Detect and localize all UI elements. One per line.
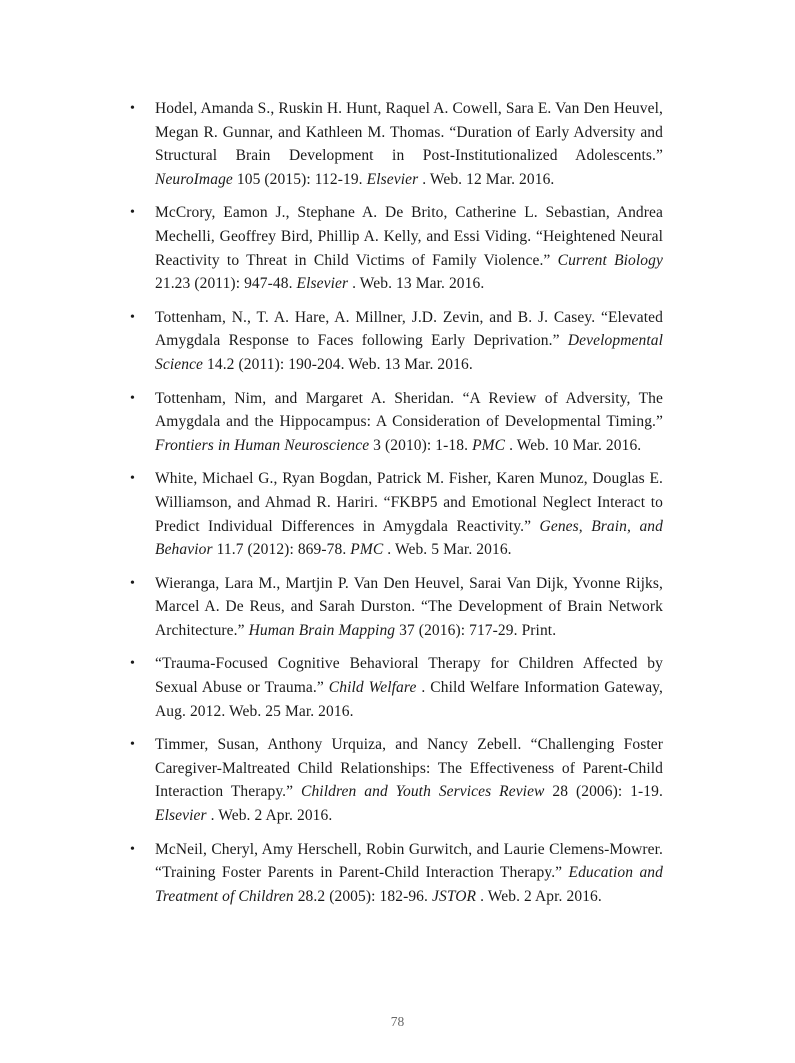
- citation-text: [155, 309, 663, 373]
- citation-segment-italic: Elsevier: [366, 170, 419, 188]
- citation-segment: 14.2 (2011): 190-204. Web. 13 Mar. 2016.: [203, 355, 473, 373]
- citation-segment-italic: Education and Treatment of Children: [155, 864, 663, 905]
- bullet-icon: •: [130, 390, 136, 406]
- citation-text: [155, 204, 663, 292]
- citation-segment: 11.7 (2012): 869-78.: [212, 541, 351, 559]
- page-number: 78: [390, 1014, 405, 1029]
- citation-segment: 21.23 (2011): 947-48.: [155, 275, 297, 293]
- citation-segment: Wieranga, Lara M., Martjin P. Van Den Heuvel, Sarai Van Dijk, Yvonne Rijks, Marcel A. De Reus, and Sarah Durston. “The Development of Brain Network Architecture.”: [155, 574, 663, 639]
- citation-item: [130, 838, 663, 909]
- citation-segment: 28.2 (2005): 182-96.: [293, 887, 432, 905]
- citation-segment-italic: Children and Youth Services Review: [301, 783, 545, 801]
- citation-segment-italic: Genes, Brain, and Behavior: [155, 517, 663, 559]
- citation-text: [155, 390, 663, 454]
- citation-segment-italic: NeuroImage: [155, 170, 233, 188]
- bullet-icon: •: [130, 309, 136, 325]
- citation-item: [130, 733, 663, 827]
- bullet-icon: •: [130, 737, 136, 753]
- citation-segment: Tottenham, Nim, and Margaret A. Sheridan. “A Review of Adversity, The Amygdala and the Hippocampus: A Consideration of Developmental Timing.”: [155, 389, 663, 431]
- citation-segment-italic: PMC: [350, 541, 384, 559]
- citation-item: [130, 306, 663, 377]
- citation-segment-italic: Current Biology: [557, 251, 663, 269]
- bullet-icon: •: [130, 205, 136, 221]
- citation-segment: 37 (2016): 717-29. Print.: [395, 621, 557, 639]
- citation-segment-italic: JSTOR: [431, 887, 477, 905]
- citation-segment-italic: Elsevier: [296, 275, 349, 293]
- bullet-icon: •: [130, 656, 136, 672]
- citation-item: [130, 572, 663, 643]
- citation-segment-italic: Human Brain Mapping: [248, 621, 396, 639]
- citation-segment: 3 (2010): 1-18.: [369, 436, 473, 454]
- citation-segment: Hodel, Amanda S., Ruskin H. Hunt, Raquel A. Cowell, Sara E. Van Den Heuvel, Megan R. Gunnar, and Kathleen M. Thomas. “Duration of Early Adversity and Structural Brain Development in Post-Institutionalized Adolescents.”: [155, 100, 663, 165]
- citation-text: [155, 470, 663, 558]
- citation-text: [155, 736, 663, 824]
- citation-item: [130, 387, 663, 458]
- citation-item: [130, 652, 663, 723]
- citation-text: [155, 841, 663, 905]
- citation-segment: . Web. 5 Mar. 2016.: [383, 541, 512, 559]
- citation-segment: McCrory, Eamon J., Stephane A. De Brito, Catherine L. Sebastian, Andrea Mechelli, Geoffrey Bird, Phillip A. Kelly, and Essi Viding. “Heightened Neural Reactivity to Threat in Child Victims of Family Violence.”: [155, 204, 663, 269]
- citation-segment: . Web. 2 Apr. 2016.: [206, 807, 333, 825]
- bullet-icon: •: [130, 575, 136, 591]
- citation-text: [155, 575, 663, 639]
- citation-segment: . Web. 2 Apr. 2016.: [476, 887, 602, 905]
- bullet-icon: •: [130, 101, 136, 116]
- bullet-icon: •: [130, 471, 136, 487]
- citation-segment: Timmer, Susan, Anthony Urquiza, and Nancy Zebell. “Challenging Foster Caregiver-Maltreated Child Relationships: The Effectiveness of Parent-Child Interaction Therapy.”: [155, 736, 663, 801]
- citation-segment: 105 (2015): 112-19.: [232, 170, 367, 188]
- citation-text: [155, 655, 663, 719]
- citation-item: [130, 201, 663, 295]
- bullet-icon: •: [130, 841, 136, 857]
- citation-segment: McNeil, Cheryl, Amy Herschell, Robin Gurwitch, and Laurie Clemens-Mowrer. “Training Foster Parents in Parent-Child Interaction Therapy.”: [155, 840, 663, 882]
- citation-segment-italic: Child Welfare: [328, 679, 417, 697]
- citation-segment-italic: Elsevier: [155, 807, 207, 825]
- citation-segment-italic: PMC: [472, 436, 506, 454]
- citation-segment: . Web. 12 Mar. 2016.: [418, 170, 555, 188]
- citation-segment: . Web. 10 Mar. 2016.: [505, 436, 642, 454]
- citation-text: [155, 100, 663, 188]
- citation-segment: . Web. 13 Mar. 2016.: [348, 275, 485, 293]
- citation-segment: Tottenham, N., T. A. Hare, A. Millner, J.D. Zevin, and B. J. Casey. “Elevated Amygdala Response to Faces following Early Deprivation.”: [155, 308, 663, 350]
- citation-segment: “Trauma-Focused Cognitive Behavioral Therapy for Children Affected by Sexual Abuse or Trauma.”: [155, 655, 663, 697]
- citation-segment-italic: Frontiers in Human Neuroscience: [155, 436, 370, 454]
- citation-segment-italic: Developmental Science: [155, 332, 663, 373]
- citation-item: [130, 467, 663, 561]
- citation-segment: . Child Welfare Information Gateway, Aug. 2012. Web. 25 Mar. 2016.: [155, 679, 663, 720]
- citation-segment: White, Michael G., Ryan Bogdan, Patrick M. Fisher, Karen Munoz, Douglas E. Williamson, and Ahmad R. Hariri. “FKBP5 and Emotional Neglect Interact to Predict Individual Differences in Amygdala Reactivity.”: [155, 470, 663, 535]
- citation-item: [130, 97, 663, 191]
- citation-segment: 28 (2006): 1-19.: [544, 783, 663, 801]
